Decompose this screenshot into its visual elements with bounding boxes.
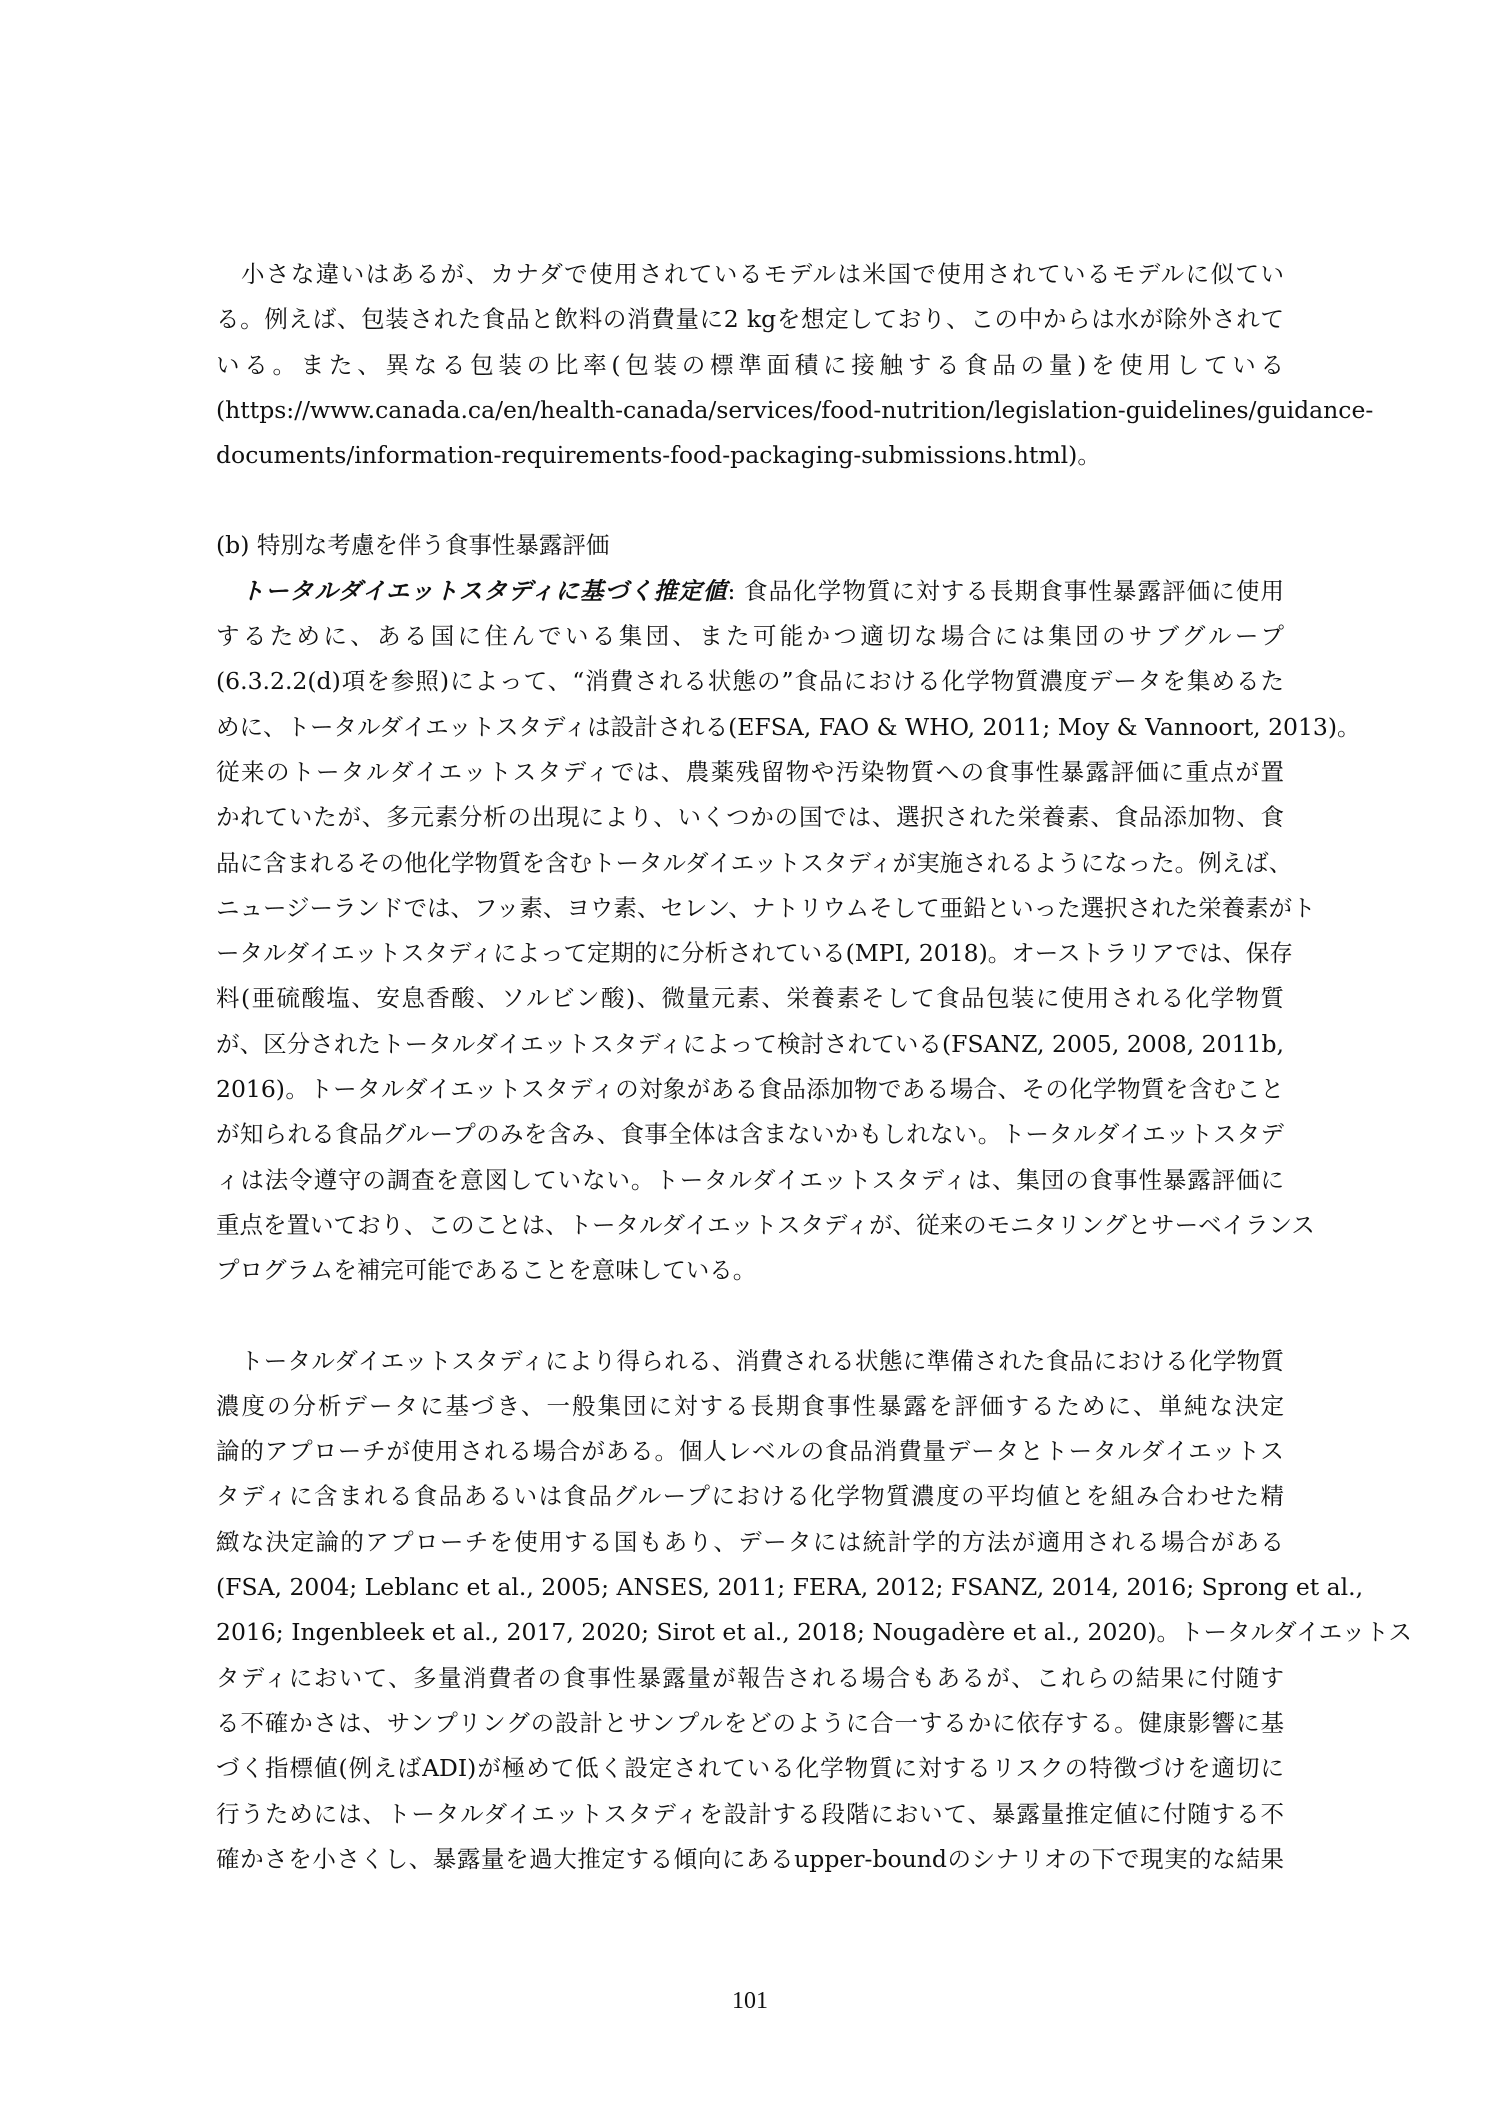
text-line: (FSA, 2004; Leblanc et al., 2005; ANSES, 2011; FERA, 2012; FSANZ, 2014, 2016; Sprong et al., [216,1573,1364,1602]
page-body [216,252,1412,1882]
section-heading: (b) 特別な考慮を伴う食事性暴露評価 [216,531,610,560]
text-line: づく指標値(例えばADI)が極めて低く設定されている化学物質に対するリスクの特徴づけを適切に [216,1754,1284,1783]
text-line: (https://www.canada.ca/en/health-canada/services/food-nutrition/legislation-guidelines/guidance- [216,395,1374,424]
bold-italic-term: トータルダイエットスタディに基づく推定値 [240,576,728,605]
text-line: 品に含まれるその他化学物質を含むトータルダイエットスタディが実施されるようになった。例えば、 [216,848,1293,877]
text-line: ィは法令遵守の調査を意図していない。トータルダイエットスタディは、集団の食事性暴露評価に [216,1165,1284,1194]
text-line: 論的アプローチが使用される場合がある。個人レベルの食品消費量データとトータルダイエットス [216,1437,1284,1466]
text-line: トータルダイエットスタディにより得られる、消費される状態に準備された食品における化学物質 [216,1346,1284,1375]
text-line: 濃度の分析データに基づき、一般集団に対する長期食事性暴露を評価するために、単純な決定 [216,1391,1284,1420]
text-line [216,569,1284,614]
text-line: 行うためには、トータルダイエットスタディを設計する段階において、暴露量推定値に付随する不 [216,1799,1284,1828]
paragraph-total-diet-study [216,569,1361,1294]
text-line: タディにおいて、多量消費者の食事性暴露量が報告される場合もあるが、これらの結果に付随す [216,1663,1284,1692]
paragraph-gap [216,478,1284,523]
text-line: プログラムを補完可能であることを意味している。 [216,1256,757,1285]
text-line: る不確かさは、サンプリングの設計とサンプルをどのように合一するかに依存する。健康影響に基 [216,1708,1284,1737]
text-line: 従来のトータルダイエットスタディでは、農薬残留物や汚染物質への食事性暴露評価に重点が置 [216,757,1284,786]
text-line: ニュージーランドでは、フッ素、ヨウ素、セレン、ナトリウムそして亜鉛といった選択された栄養素がト [216,893,1316,922]
paragraph-canada-model [216,252,1374,478]
paragraph-deterministic-approach [216,1339,1412,1883]
text-line: 2016)。トータルダイエットスタディの対象がある食品添加物である場合、その化学物質を含むこと [216,1075,1284,1104]
text-line: タディに含まれる食品あるいは食品グループにおける化学物質濃度の平均値とを組み合わせた精 [216,1482,1284,1511]
paragraph-gap [216,1294,1284,1339]
text-line: る。例えば、包装された食品と飲料の消費量に2 kgを想定しており、この中からは水が除外されて [216,305,1284,334]
text-line: が知られる食品グループのみを含み、食事全体は含まないかもしれない。トータルダイエットスタデ [216,1120,1284,1149]
text-line: いる。また、異なる包装の比率(包装の標準面積に接触する食品の量)を使用している [216,350,1284,379]
text-line: 小さな違いはあるが、カナダで使用されているモデルは米国で使用されているモデルに似てい [216,260,1284,288]
text-line: するために、ある国に住んでいる集団、また可能かつ適切な場合には集団のサブグループ [216,622,1284,651]
text-line: 緻な決定論的アプローチを使用する国もあり、データには統計学的方法が適用される場合がある [216,1527,1284,1556]
text-line: 確かさを小さくし、暴露量を過大推定する傾向にあるupper-boundのシナリオの下で現実的な結果 [216,1844,1284,1873]
text-line: が、区分されたトータルダイエットスタディによって検討されている(FSANZ, 2005, 2008, 2011b, [216,1029,1284,1058]
page-number: 101 [732,1988,768,2014]
text-line: documents/information-requirements-food-packaging-submissions.html)。 [216,441,1101,470]
text-line: 料(亜硫酸塩、安息香酸、ソルビン酸)、微量元素、栄養素そして食品包装に使用される化学物質 [216,984,1284,1013]
text-line: めに、トータルダイエットスタディは設計される(EFSA, FAO & WHO, 2011; Moy & Vannoort, 2013)。 [216,712,1361,741]
text-line: かれていたが、多元素分析の出現により、いくつかの国では、選択された栄養素、食品添加物、食 [216,803,1284,832]
text-line: 2016; Ingenbleek et al., 2017, 2020; Sirot et al., 2018; Nougadère et al., 2020)。トータルダイエットス [216,1618,1412,1647]
text-fragment: : 食品化学物質に対する長期食事性暴露評価に使用 [727,576,1284,605]
text-line: ータルダイエットスタディによって定期的に分析されている(MPI, 2018)。オーストラリアでは、保存 [216,939,1293,968]
text-line: 重点を置いており、このことは、トータルダイエットスタディが、従来のモニタリングとサーベイランス [216,1210,1315,1239]
text-line: (6.3.2.2(d)項を参照)によって、“消費される状態の”食品における化学物質濃度データを集めるた [216,667,1284,696]
